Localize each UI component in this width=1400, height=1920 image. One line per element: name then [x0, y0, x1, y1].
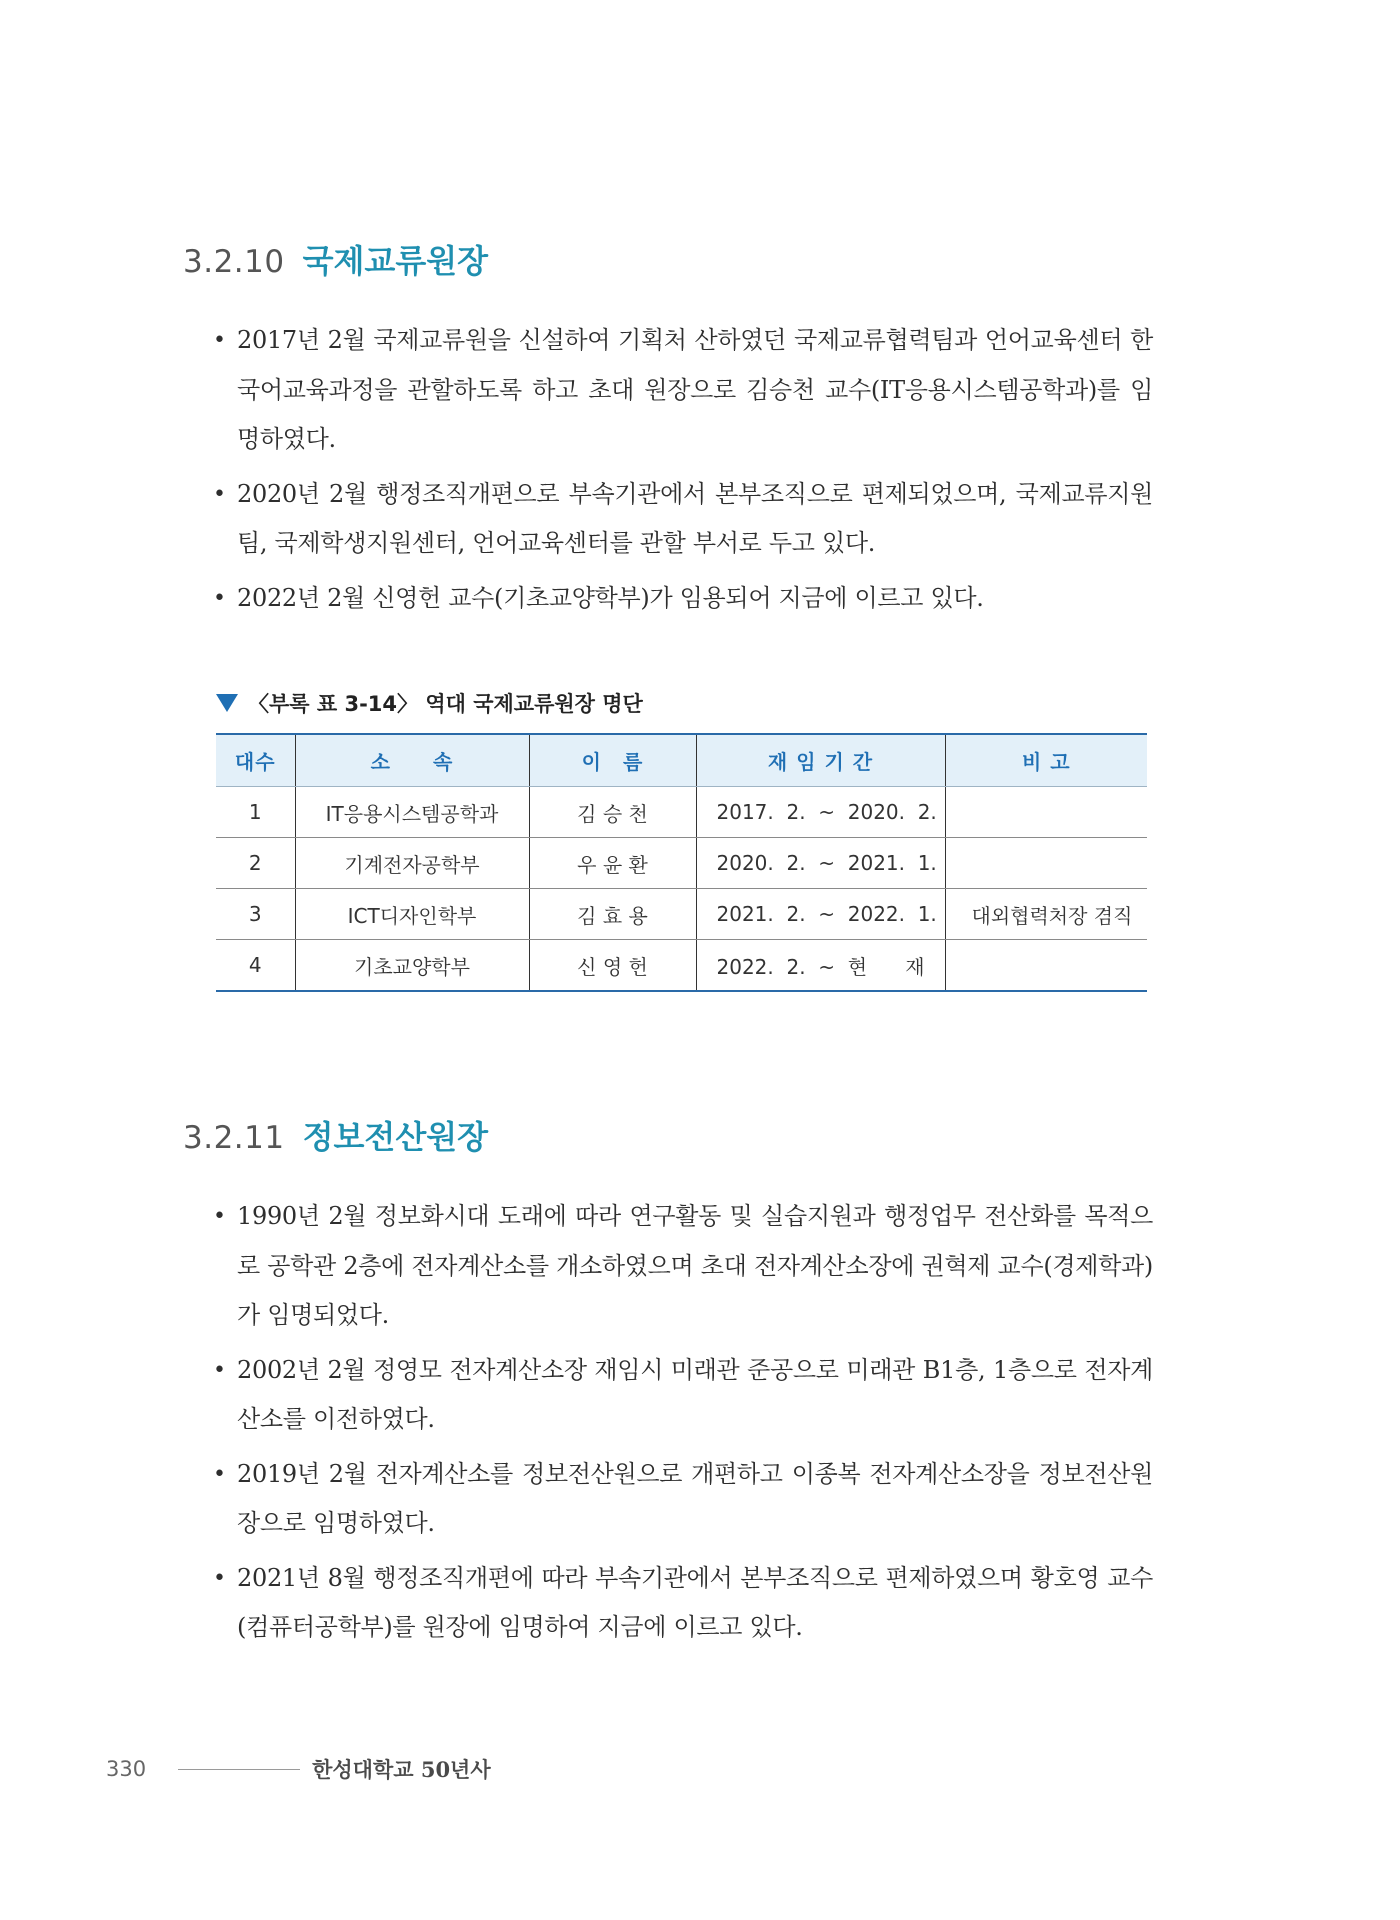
bullet-item [213, 1346, 1153, 1445]
cell-remarks [945, 787, 1147, 838]
column-header-remarks: 비 고 [945, 734, 1147, 787]
bullet-text: 2019년 2월 전자계산소를 정보전산원으로 개편하고 이종복 전자계산소장을 정보전산원장으로 임명하였다. [237, 1459, 1153, 1537]
cell-name: 김 승 천 [529, 787, 696, 838]
section-number: 3.2.11 [183, 1120, 285, 1156]
table-header-row [216, 734, 1147, 787]
bullet-icon: • [213, 328, 226, 353]
bullet-text: 2017년 2월 국제교류원을 신설하여 기획처 산하였던 국제교류협력팀과 언어교육센터 한국어교육과정을 관할하도록 하고 초대 원장으로 김승천 교수(IT응용시스템공학과)를 임명하였다. [237, 326, 1153, 453]
section-title: 정보전산원장 [302, 1118, 489, 1156]
bullet-item [213, 316, 1153, 465]
page-footer [106, 1754, 491, 1784]
bullet-item [213, 1554, 1153, 1653]
bullet-icon: • [213, 1204, 226, 1229]
bullet-item [213, 1450, 1153, 1549]
bullet-text: 2020년 2월 행정조직개편으로 부속기관에서 본부조직으로 편제되었으며, 국제교류지원팀, 국제학생지원센터, 언어교육센터를 관할 부서로 두고 있다. [237, 479, 1153, 557]
cell-term-number: 1 [216, 787, 295, 838]
bullet-text: 2002년 2월 정영모 전자계산소장 재임시 미래관 준공으로 미래관 B1층, 1층으로 전자계산소를 이전하였다. [237, 1355, 1153, 1433]
bullet-text: 1990년 2월 정보화시대 도래에 따라 연구활동 및 실습지원과 행정업무 전산화를 목적으로 공학관 2층에 전자계산소를 개소하였으며 초대 전자계산소장에 권혁제 교수(경제학과)가 임명되었다. [237, 1202, 1153, 1329]
cell-tenure: 2021. 2. ~ 2022. 1. [696, 889, 945, 940]
section-heading-3-2-11 [183, 1112, 488, 1158]
cell-affiliation: IT응용시스템공학과 [295, 787, 529, 838]
bullet-icon: • [213, 1357, 226, 1383]
bullet-item [213, 470, 1153, 569]
cell-name: 우 윤 환 [529, 838, 696, 889]
bullet-text: 2021년 8월 행정조직개편에 따라 부속기관에서 본부조직으로 편제하였으며 황호영 교수(컴퓨터공학부)를 원장에 임명하여 지금에 이르고 있다. [237, 1563, 1153, 1641]
cell-affiliation: 기초교양학부 [295, 940, 529, 992]
director-roster-table [216, 733, 1147, 992]
section-number: 3.2.10 [183, 244, 285, 280]
cell-name: 신 영 헌 [529, 940, 696, 992]
cell-remarks [945, 838, 1147, 889]
triangle-down-icon [216, 694, 238, 712]
table-row [216, 889, 1147, 940]
cell-term-number: 4 [216, 940, 295, 992]
bullet-item [213, 574, 1153, 624]
section-1-bullet-list [213, 316, 1153, 628]
column-header-affiliation: 소 속 [295, 734, 529, 787]
section-heading-3-2-10 [183, 236, 488, 282]
table-row [216, 838, 1147, 889]
bullet-item [213, 1192, 1153, 1341]
column-header-term-number: 대수 [216, 734, 295, 787]
table-caption-text: 〈부록 표 3-14〉 역대 국제교류원장 명단 [248, 692, 643, 716]
column-header-name: 이 름 [529, 734, 696, 787]
bullet-text: 2022년 2월 신영헌 교수(기초교양학부)가 임용되어 지금에 이르고 있다. [237, 583, 984, 612]
cell-remarks: 대외협력처장 겸직 [945, 889, 1147, 940]
book-title: 한성대학교 50년사 [312, 1757, 491, 1782]
cell-remarks [945, 940, 1147, 992]
bullet-icon: • [213, 585, 226, 611]
section-2-bullet-list [213, 1192, 1153, 1658]
bullet-icon: • [213, 1461, 226, 1487]
section-title: 국제교류원장 [302, 242, 489, 280]
cell-tenure: 2022. 2. ~ 현 재 [696, 940, 945, 992]
cell-tenure: 2020. 2. ~ 2021. 1. [696, 838, 945, 889]
page-number: 330 [106, 1757, 147, 1781]
bullet-icon: • [213, 1565, 226, 1591]
footer-divider [178, 1769, 300, 1770]
cell-term-number: 2 [216, 838, 295, 889]
table-row [216, 787, 1147, 838]
cell-term-number: 3 [216, 889, 295, 940]
cell-name: 김 효 용 [529, 889, 696, 940]
table-row [216, 940, 1147, 992]
table-caption [216, 688, 643, 718]
column-header-tenure: 재 임 기 간 [696, 734, 945, 787]
cell-affiliation: ICT디자인학부 [295, 889, 529, 940]
bullet-icon: • [213, 481, 226, 507]
cell-affiliation: 기계전자공학부 [295, 838, 529, 889]
cell-tenure: 2017. 2. ~ 2020. 2. [696, 787, 945, 838]
